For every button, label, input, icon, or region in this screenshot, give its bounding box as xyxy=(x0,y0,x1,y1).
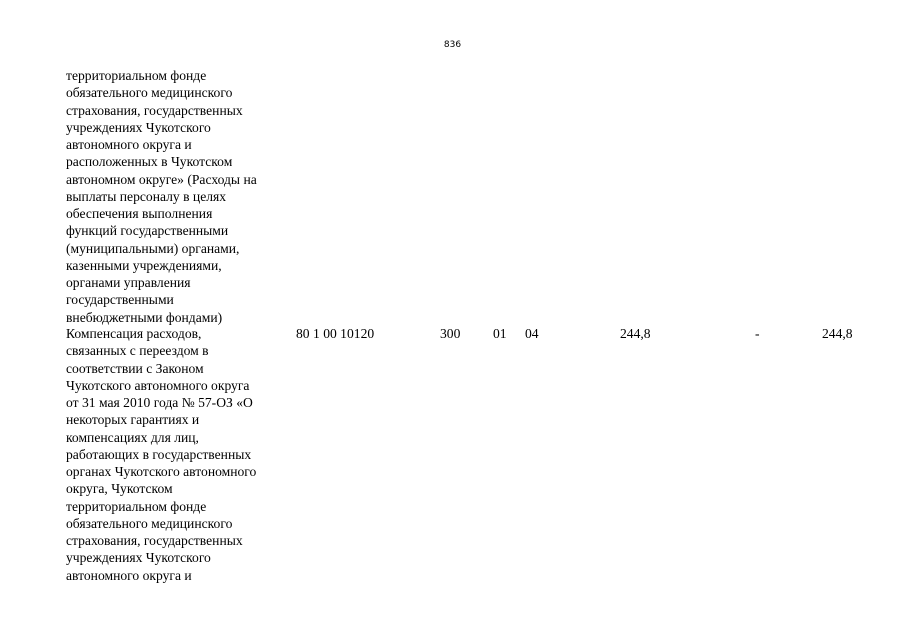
amount-cell-3: 244,8 xyxy=(822,326,853,341)
target-article-code: 80 1 00 10120 xyxy=(296,326,375,341)
expense-type-code: 300 xyxy=(440,326,461,341)
continued-description-text: территориальном фонде обязательного медицинского страхования, государственных учреждениях Чукотского автономного округа и расположенных в Чукотском автономном округе» (Расходы на выплаты персоналу в целях обеспечения выполнения функций государственными (муниципальными) органами, казенными учреждениями, органами управления государственными внебюджетными фондами) xyxy=(66,68,257,325)
row-description-text: Компенсация расходов, связанных с переездом в соответствии с Законом Чукотского автономного округа от 31 мая 2010 года № 57-ОЗ «О некоторых гарантиях и компенсациях для лиц, работающих в государственных органах Чукотского автономного округа, Чукотском территориальном фонде обязательного медицинского страхования, государственных учреждениях Чукотского автономного округа и xyxy=(66,326,257,583)
page-number: 836 xyxy=(443,40,462,50)
amount-cell-2: - xyxy=(755,326,760,341)
section-code: 01 xyxy=(493,326,507,341)
subsection-code: 04 xyxy=(525,326,539,341)
amount-cell-1: 244,8 xyxy=(620,326,651,341)
